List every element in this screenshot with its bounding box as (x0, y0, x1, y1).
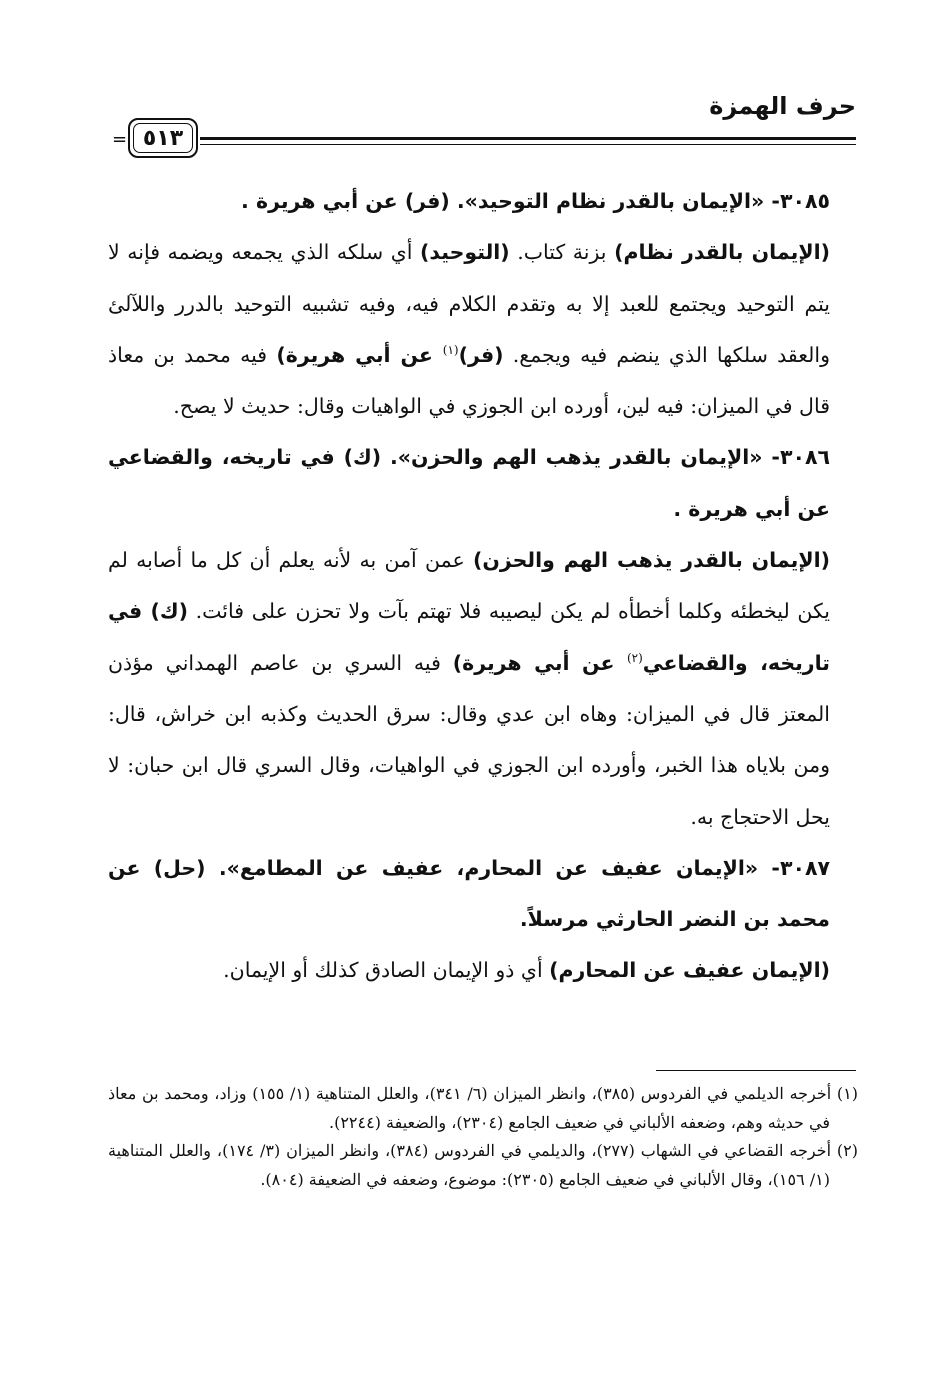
header-ornament: = (112, 129, 128, 150)
hadith-3086-heading: ٣٠٨٦- «الإيمان بالقدر يذهب الهم والحزن». (ك) في تاريخه، والقضاعي عن أبي هريرة . (108, 445, 830, 521)
footnote-separator (656, 1070, 856, 1071)
hadith-3086-commentary (108, 535, 856, 843)
footnote-ref-2: (٢) (626, 650, 643, 665)
footnote-ref-1: (١) (442, 343, 459, 358)
hadith-3085-commentary (108, 227, 856, 432)
header-rule-thick (200, 137, 856, 140)
main-text (108, 176, 856, 997)
quote: عن أبي هريرة) (276, 342, 443, 367)
footnotes (108, 1080, 858, 1194)
page-number-frame (128, 118, 198, 158)
text: أي ذو الإيمان الصادق كذلك أو الإيمان. (223, 958, 550, 983)
text: فيه السري بن عاصم الهمداني مؤذن المعتز قال في الميزان: وهاه ابن عدي وقال: سرق الحديث وكذبه ابن خراش، قال: ومن بلاياه هذا الخبر، وأورده ابن الجوزي في الواهيات، وقال السري قال ابن حبان: لا يحل الاحتجاج به. (108, 650, 830, 829)
hadith-3087-commentary (108, 945, 856, 996)
hadith-3087-heading: ٣٠٨٧- «الإيمان عفيف عن المحارم، عفيف عن المطامع». (حل) عن محمد بن النضر الحارثي مرسلاً. (108, 855, 830, 932)
quote: (التوحيد) (420, 240, 510, 265)
quote: (الإيمان بالقدر نظام) (614, 240, 830, 265)
text: فيه محمد بن معاذ قال في الميزان: فيه لين، أورده ابن الجوزي في الواهيات وقال: حديث لا يصح. (108, 342, 830, 419)
text: عمن آمن به لأنه يعلم أن كل ما أصابه لم يكن ليخطئه وكلما أخطأه لم يكن ليصيبه فلا تهتم بآت ولا تحزن على فائت. (108, 548, 831, 624)
quote: (الإيمان بالقدر يذهب الهم والحزن) (472, 548, 830, 573)
running-title: حرف الهمزة (709, 92, 856, 120)
page-number: ٥١٣ (142, 125, 184, 151)
text: بزنة كتاب. (509, 240, 615, 265)
quote: (ك) في تاريخه، والقضاعي (108, 599, 830, 675)
quote: عن أبي هريرة) (452, 650, 627, 675)
header-rule-thin (200, 144, 856, 145)
quote: (الإيمان عفيف عن المحارم) (549, 958, 830, 983)
quote: (فر) (458, 342, 504, 367)
text: أي سلكه الذي يجمعه ويضمه فإنه لا يتم التوحيد ويجتمع للعبد إلا به وتقدم الكلام فيه، وفيه تشبيه التوحيد بالدرر واللآلئ والعقد سلكها الذي ينضم فيه ويجمع. (108, 240, 831, 367)
footnote-1: (١) أخرجه الديلمي في الفردوس (٣٨٥)، وانظر الميزان (٦/ ٣٤١)، والعلل المتناهية (١/ ١٥٥) وزاد، ومحمد بن معاذ في حديثه وهم، وضعفه الألباني في ضعيف الجامع (٢٣٠٤)، والضعيفة (٢٢٤٤). (108, 1084, 859, 1132)
footnote-2: (٢) أخرجه القضاعي في الشهاب (٢٧٧)، والديلمي في الفردوس (٣٨٤)، وانظر الميزان (٣/ ١٧٤)، والعلل المتناهية (١/ ١٥٦)، وقال الألباني في ضعيف الجامع (٢٣٠٥): موضوع، وضعفه في الضعيفة (٨٠٤). (108, 1141, 859, 1189)
hadith-3085-heading: ٣٠٨٥- «الإيمان بالقدر نظام التوحيد». (فر) عن أبي هريرة . (241, 189, 830, 213)
